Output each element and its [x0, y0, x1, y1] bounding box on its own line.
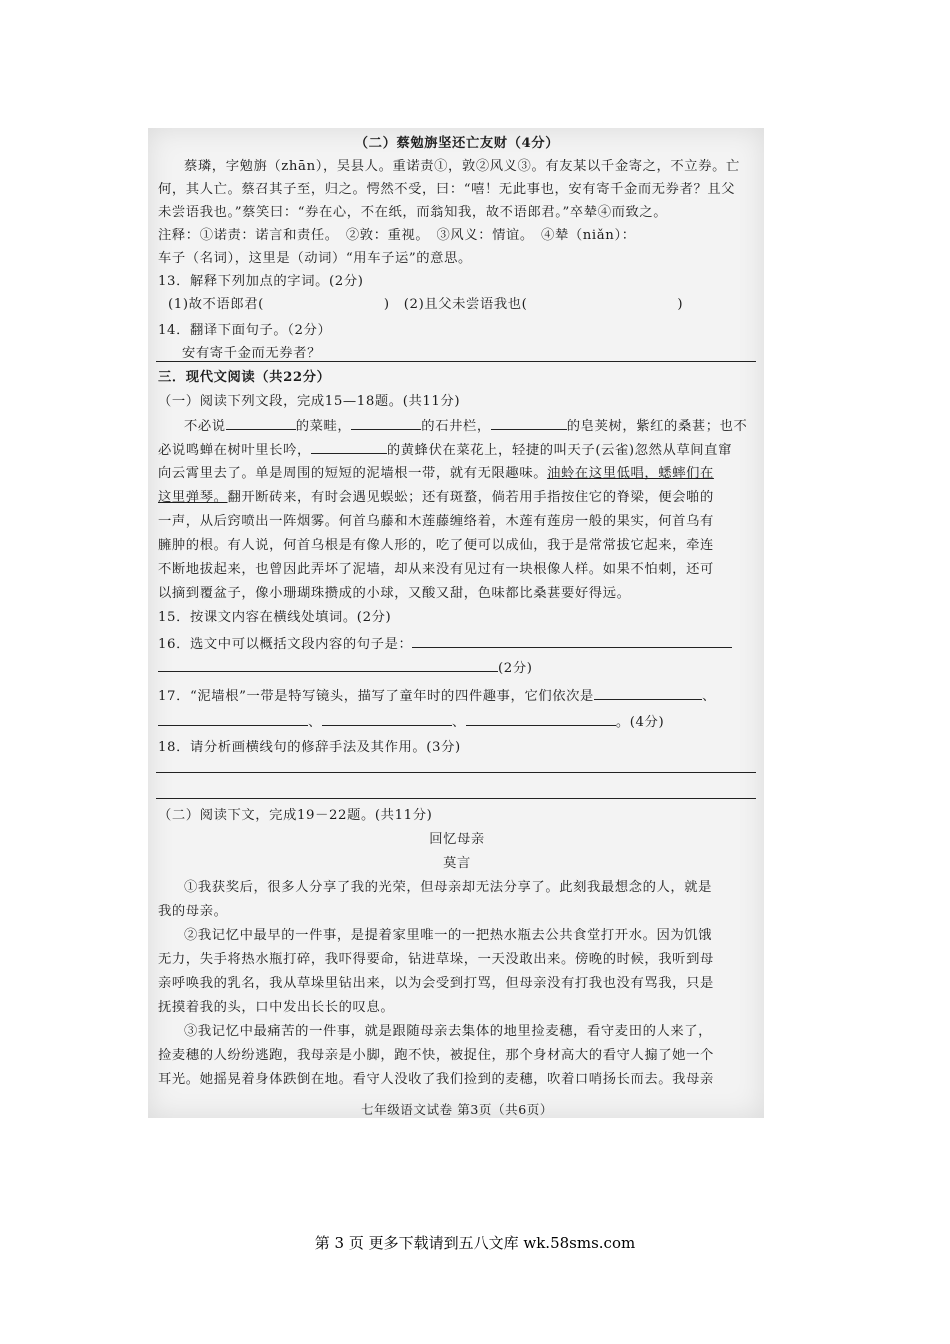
- passage-1-line-2: [158, 440, 756, 460]
- q17-answer-1[interactable]: [594, 686, 702, 700]
- p1-l3-a: 向云霄里去了。单是周围的短短的泥墙根一带，就有无限趣味。: [158, 466, 548, 481]
- q17-sep-3: 、: [451, 715, 466, 730]
- q13-close-2: ): [677, 297, 684, 312]
- annotation-line-2: 车子（名词），这里是（动词）“用车子运”的意思。: [158, 251, 472, 266]
- classical-text-line-3: 未尝语我也。”蔡笑曰：“券在心，不在纸，而翁知我，故不语郎君。”卒辇④而致之。: [158, 205, 668, 220]
- fill-blank-2[interactable]: [351, 416, 421, 430]
- q17-score: 。(4分): [615, 715, 665, 730]
- passage-2-p1-line-2: 我的母亲。: [158, 904, 228, 919]
- fill-blank-3[interactable]: [491, 416, 567, 430]
- passage-2-p3-line-3: 耳光。她摇晃着身体跌倒在地。看守人没收了我们捡到的麦穗，吹着口哨扬长而去。我母亲: [158, 1072, 714, 1087]
- q17-sep-2: 、: [308, 715, 322, 730]
- q17-answer-3[interactable]: [322, 712, 452, 726]
- reading-1-instructions: （一）阅读下列文段，完成15—18题。(共11分): [158, 394, 461, 409]
- p1-l4-b: 翻开断砖来，有时会遇见蜈蚣；还有斑蝥，倘若用手指按住它的脊梁，便会啪的: [227, 490, 714, 505]
- q17-answer-4[interactable]: [466, 712, 616, 726]
- underlined-sentence-part-1: 油蛉在这里低唱，蟋蟀们在: [547, 466, 714, 481]
- classical-text-line-1: 蔡璘，字勉旃（zhān），吴县人。重诺责①，敦②风义③。有友某以千金寄之，不立券。亡: [184, 159, 740, 174]
- p1-l1-c: 的石井栏，: [421, 419, 491, 434]
- q17-sep-1: 、: [701, 689, 716, 704]
- p1-l2-a: 必说鸣蝉在树叶里长吟，: [158, 443, 311, 458]
- essay-title: 回忆母亲: [429, 832, 485, 847]
- passage-2-p2-line-3: 亲呼唤我的乳名，我从草垛里钻出来，以为会受到打骂，但母亲没有打我也没有骂我，只是: [158, 976, 714, 991]
- p1-l1-b: 的菜畦，: [295, 419, 352, 434]
- q13-answer-2[interactable]: [527, 295, 677, 308]
- passage-1-line-6: 臃肿的根。有人说，何首乌根是有像人形的，吃了便可以成仙，我于是常常拔它起来，牵连: [158, 538, 714, 553]
- fill-blank-1[interactable]: [226, 416, 296, 430]
- p1-l1-a: 不必说: [184, 419, 226, 434]
- passage-2-p3-line-1: ③我记忆中最痛苦的一件事，就是跟随母亲去集体的地里捡麦穗，看守麦田的人来了，: [184, 1024, 713, 1039]
- passage-1-line-1: [158, 416, 756, 436]
- reading-2-instructions: （二）阅读下文，完成19－22题。(共11分): [158, 808, 433, 823]
- q13-answer-1[interactable]: [264, 295, 384, 308]
- question-16: [158, 634, 756, 654]
- passage-2-p3-line-2: 捡麦穗的人纷纷逃跑，我母亲是小脚，跑不快，被捉住，那个身材高大的看守人搧了她一个: [158, 1048, 714, 1063]
- fill-blank-4[interactable]: [311, 440, 387, 454]
- q16-score: (2分): [498, 661, 533, 676]
- passage-1-line-7: 不断地拔起来，也曾因此弄坏了泥墙，却从来没有见过有一块根像人样。如果不怕刺，还可: [158, 562, 714, 577]
- p1-l2-b: 的黄蜂伏在菜花上，轻捷的叫天子(云雀)忽然从草间直窜: [386, 443, 732, 458]
- q14-answer-line[interactable]: [156, 361, 756, 362]
- q13-close-1: ): [383, 297, 390, 312]
- q17-answer-2[interactable]: [158, 712, 308, 726]
- q18-answer-line-2[interactable]: [156, 798, 756, 799]
- q13-item-2: (2)且父未尝语我也(: [403, 297, 528, 312]
- passage-1-line-3: [158, 464, 756, 483]
- section-title-cai: （二）蔡勉旃坚还亡友财（4分）: [354, 136, 560, 151]
- p1-l1-d: 的皂荚树，紫红的桑葚；也不: [566, 419, 748, 434]
- part-3-title: 三．现代文阅读（共22分）: [158, 370, 331, 385]
- passage-1-line-4: [158, 488, 756, 507]
- underlined-sentence-part-2: 这里弹琴。: [158, 490, 228, 505]
- question-17: [158, 686, 756, 706]
- question-13: 13．解释下列加点的字词。(2分): [158, 274, 364, 289]
- passage-2-p2-line-1: ②我记忆中最早的一件事，是提着家里唯一的一把热水瓶去公共食堂打开水。因为饥饿: [184, 928, 713, 943]
- q18-answer-line-1[interactable]: [156, 772, 756, 773]
- passage-1-line-5: 一声，从后窍喷出一阵烟雾。何首乌藤和木莲藤缠络着，木莲有莲房一般的果实，何首乌有: [158, 514, 714, 529]
- question-16-line-2: [158, 658, 756, 678]
- exam-page-footer: 七年级语文试卷 第3页（共6页）: [361, 1102, 553, 1117]
- question-17-line-2: [158, 712, 756, 732]
- question-14: 14．翻译下面句子。（2分）: [158, 323, 332, 338]
- question-18: 18．请分析画横线句的修辞手法及其作用。(3分): [158, 740, 461, 755]
- passage-2-p2-line-4: 抚摸着我的头，口中发出长长的叹息。: [158, 1000, 395, 1015]
- site-footer: 第 3 页 更多下载请到五八文库 wk.58sms.com: [314, 1234, 636, 1252]
- essay-author: 莫言: [443, 856, 471, 871]
- passage-2-p2-line-2: 无力，失手将热水瓶打碎，我吓得要命，钻进草垛，一天没敢出来。傍晚的时候，我听到母: [158, 952, 714, 967]
- q16-answer-line-1[interactable]: [412, 634, 732, 648]
- question-15: 15．按课文内容在横线处填词。(2分): [158, 610, 392, 625]
- q16-answer-line-2[interactable]: [158, 658, 498, 672]
- passage-1-line-8: 以摘到覆盆子，像小珊瑚珠攒成的小球，又酸又甜，色味都比桑葚要好得远。: [158, 586, 631, 601]
- question-14-sentence: 安有寄千金而无券者？: [182, 346, 321, 361]
- q16-text: 16．选文中可以概括文段内容的句子是：: [158, 637, 413, 652]
- annotation-line-1: 注释：①诺责：诺言和责任。 ②敦：重视。 ③风义：情谊。 ④辇（niǎn）：: [158, 228, 636, 243]
- passage-2-p1-line-1: ①我获奖后，很多人分享了我的光荣，但母亲却无法分享了。此刻我最想念的人，就是: [184, 880, 713, 895]
- q17-text: 17．“泥墙根”一带是特写镜头，描写了童年时的四件趣事，它们依次是: [158, 689, 594, 704]
- q13-item-1: (1)故不语郎君(: [168, 297, 264, 312]
- question-13-items: [168, 295, 766, 314]
- classical-text-line-2: 何，其人亡。蔡召其子至，归之。愕然不受，曰：“嘻！无此事也，安有寄千金而无券者？且父: [158, 182, 736, 197]
